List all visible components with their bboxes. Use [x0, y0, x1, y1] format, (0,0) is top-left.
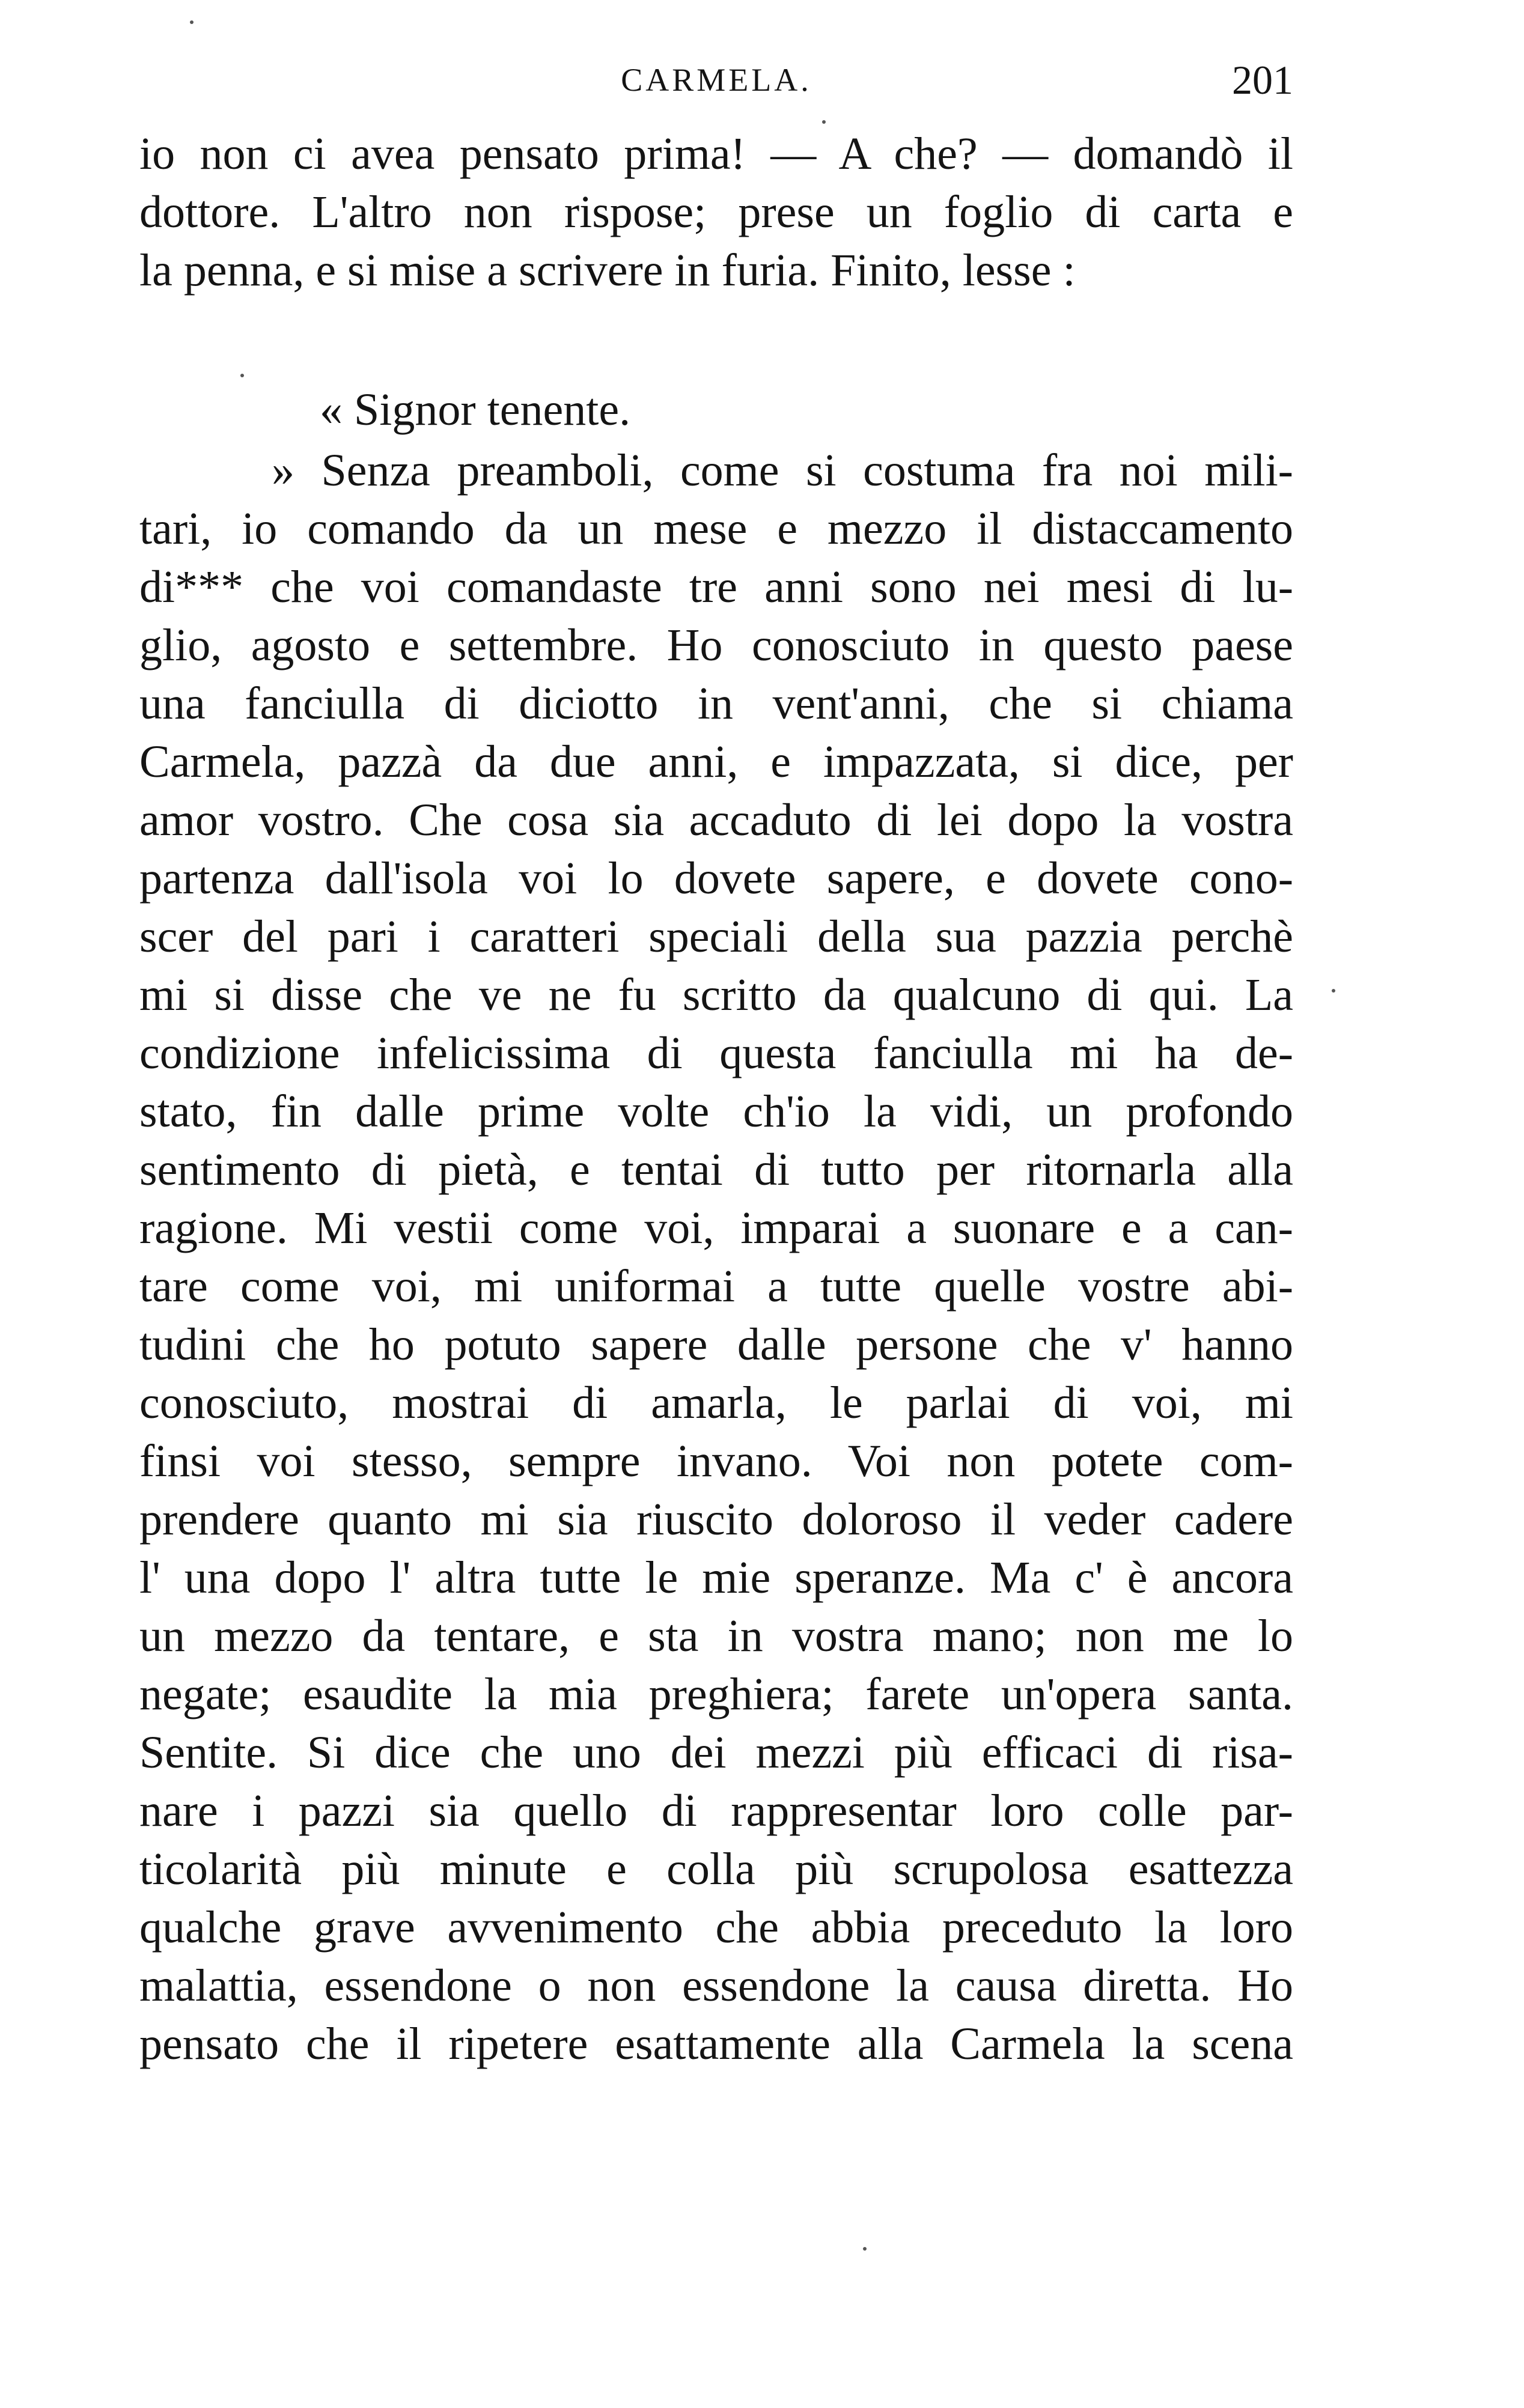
text-line: » Senza preamboli, come si costuma fra noi mili- — [272, 445, 1293, 496]
text-line: negate; esaudite la mia preghiera; farete un'opera santa. — [139, 1669, 1293, 1719]
text-line: dottore. L'altro non rispose; prese un foglio di carta e — [139, 187, 1293, 237]
text-line: di*** che voi comandaste tre anni sono nei mesi di lu- — [139, 562, 1293, 612]
text-line: tare come voi, mi uniformai a tutte quelle vostre abi- — [139, 1261, 1293, 1312]
paper-speck — [822, 120, 826, 124]
text-line: scer del pari i caratteri speciali della sua pazzia perchè — [139, 911, 1293, 962]
letter-salutation: « Signor tenente. — [320, 385, 631, 435]
text-line: tudini che ho potuto sapere dalle persone che v' hanno — [139, 1319, 1293, 1370]
text-line: nare i pazzi sia quello di rappresentar loro colle par- — [139, 1786, 1293, 1836]
text-line: ragione. Mi vestii come voi, imparai a suonare e a can- — [139, 1203, 1293, 1253]
body-text — [139, 125, 1293, 2073]
text-line: Carmela, pazzà da due anni, e impazzata, si dice, per — [139, 737, 1293, 787]
text-line: un mezzo da tentare, e sta in vostra mano; non me lo — [139, 1611, 1293, 1661]
text-line: Sentite. Si dice che uno dei mezzi più efficaci di risa- — [139, 1727, 1293, 1778]
paper-speck — [190, 20, 194, 24]
text-line: pensato che il ripetere esattamente alla Carmela la scena — [139, 2019, 1293, 2069]
text-line: qualche grave avvenimento che abbia preceduto la loro — [139, 1902, 1293, 1953]
text-line: condizione infelicissima di questa fanciulla mi ha de- — [139, 1028, 1293, 1078]
text-line: conosciuto, mostrai di amarla, le parlai di voi, mi — [139, 1378, 1293, 1428]
text-line: partenza dall'isola voi lo dovete sapere, e dovete cono- — [139, 853, 1293, 904]
text-line: malattia, essendone o non essendone la causa diretta. Ho — [139, 1960, 1293, 2011]
text-line: stato, fin dalle prime volte ch'io la vidi, un profondo — [139, 1086, 1293, 1137]
text-line: tari, io comando da un mese e mezzo il distaccamento — [139, 503, 1293, 554]
text-line: mi si disse che ve ne fu scritto da qualcuno di qui. La — [139, 970, 1293, 1020]
text-line: amor vostro. Che cosa sia accaduto di lei dopo la vostra — [139, 795, 1293, 845]
text-line: una fanciulla di diciotto in vent'anni, che si chiama — [139, 678, 1293, 729]
text-line: ticolarità più minute e colla più scrupolosa esattezza — [139, 1844, 1293, 1894]
paper-speck — [1332, 989, 1335, 993]
text-line: finsi voi stesso, sempre invano. Voi non potete com- — [139, 1436, 1293, 1486]
text-line: io non ci avea pensato prima! — A che? — domandò il — [139, 129, 1293, 179]
paper-speck — [863, 2247, 867, 2251]
text-line: sentimento di pietà, e tentai di tutto per ritornarla alla — [139, 1145, 1293, 1195]
running-title: CARMELA. — [621, 62, 812, 98]
text-line: l' una dopo l' altra tutte le mie speranze. Ma c' è ancora — [139, 1552, 1293, 1603]
page-number: 201 — [1232, 57, 1293, 103]
text-line: la penna, e si mise a scrivere in furia. Finito, lesse : — [139, 245, 1076, 296]
text-line: glio, agosto e settembre. Ho conosciuto in questo paese — [139, 620, 1293, 670]
text-line: prendere quanto mi sia riuscito doloroso il veder cadere — [139, 1494, 1293, 1545]
paper-speck — [240, 374, 244, 377]
running-head — [139, 53, 1293, 107]
